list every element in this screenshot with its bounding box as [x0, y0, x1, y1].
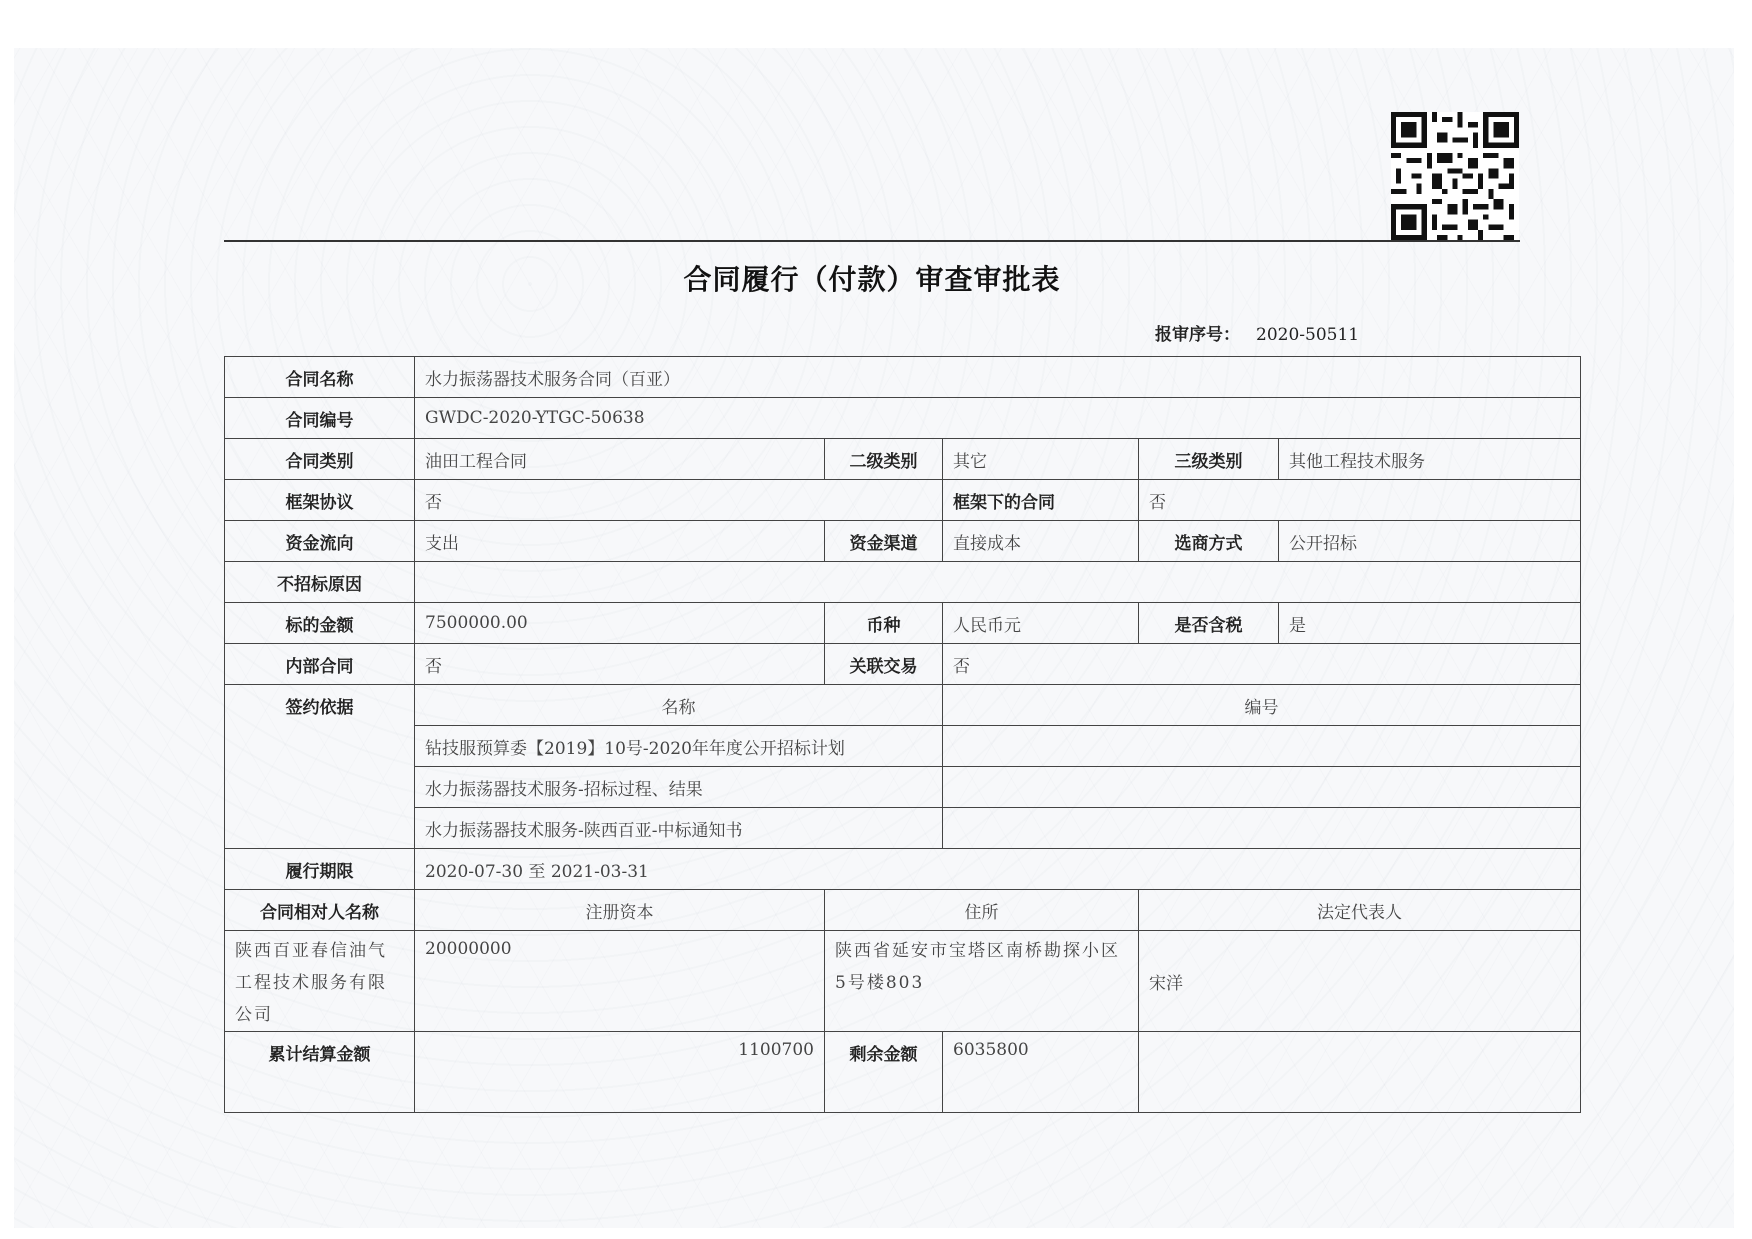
contract-name-value: 水力振荡器技术服务合同（百亚）	[415, 357, 1581, 398]
vendor-selection-label: 选商方式	[1139, 521, 1279, 562]
secondary-type-value: 其它	[943, 439, 1139, 480]
contract-name-label: 合同名称	[225, 357, 415, 398]
table-row	[225, 398, 1581, 439]
basis-col-name: 名称	[415, 685, 943, 726]
basis-item-name: 钻技服预算委【2019】10号-2020年年度公开招标计划	[415, 726, 943, 767]
party-capital: 20000000	[415, 931, 825, 1032]
under-framework-label: 框架下的合同	[943, 480, 1139, 521]
party-capital-header: 注册资本	[415, 890, 825, 931]
basis-item-no	[943, 767, 1581, 808]
under-framework-value: 否	[1139, 480, 1581, 521]
table-row	[225, 931, 1581, 1032]
table-row	[225, 726, 1581, 767]
amount-value: 7500000.00	[415, 603, 825, 644]
basis-label: 签约依据	[225, 685, 415, 849]
amount-label: 标的金额	[225, 603, 415, 644]
period-label: 履行期限	[225, 849, 415, 890]
fund-channel-label: 资金渠道	[825, 521, 943, 562]
table-row	[225, 849, 1581, 890]
currency-value: 人民币元	[943, 603, 1139, 644]
contract-type-value: 油田工程合同	[415, 439, 825, 480]
related-transaction-label: 关联交易	[825, 644, 943, 685]
settlement-blank	[1139, 1032, 1581, 1113]
table-row	[225, 685, 1581, 726]
table-row	[225, 890, 1581, 931]
table-row	[225, 357, 1581, 398]
table-row	[225, 439, 1581, 480]
table-row	[225, 521, 1581, 562]
no-tender-reason-value	[415, 562, 1581, 603]
internal-contract-value: 否	[415, 644, 825, 685]
remaining-amount-value: 6035800	[943, 1032, 1139, 1113]
basis-item-no	[943, 808, 1581, 849]
qr-code-icon	[1391, 112, 1519, 240]
basis-col-no: 编号	[943, 685, 1581, 726]
currency-label: 币种	[825, 603, 943, 644]
party-legal-rep-header: 法定代表人	[1139, 890, 1581, 931]
party-address-header: 住所	[825, 890, 1139, 931]
vendor-selection-value: 公开招标	[1279, 521, 1581, 562]
secondary-type-label: 二级类别	[825, 439, 943, 480]
table-row	[225, 480, 1581, 521]
period-value: 2020-07-30 至 2021-03-31	[415, 849, 1581, 890]
table-row	[225, 767, 1581, 808]
table-row	[225, 644, 1581, 685]
party-name: 陕西百亚春信油气工程技术服务有限公司	[225, 931, 415, 1032]
table-row	[225, 603, 1581, 644]
tax-included-value: 是	[1279, 603, 1581, 644]
basis-item-no	[943, 726, 1581, 767]
serial-number	[1155, 320, 1359, 345]
internal-contract-label: 内部合同	[225, 644, 415, 685]
settled-amount-label: 累计结算金额	[225, 1032, 415, 1113]
fund-flow-label: 资金流向	[225, 521, 415, 562]
party-legal-rep: 宋洋	[1139, 931, 1581, 1032]
basis-item-name: 水力振荡器技术服务-招标过程、结果	[415, 767, 943, 808]
basis-item-name: 水力振荡器技术服务-陕西百亚-中标通知书	[415, 808, 943, 849]
approval-table	[224, 356, 1581, 1113]
table-row	[225, 1032, 1581, 1113]
tertiary-type-value: 其他工程技术服务	[1279, 439, 1581, 480]
serial-value: 2020-50511	[1256, 325, 1360, 345]
tax-included-label: 是否含税	[1139, 603, 1279, 644]
related-transaction-value: 否	[943, 644, 1581, 685]
settled-amount-value: 1100700	[415, 1032, 825, 1113]
contract-type-label: 合同类别	[225, 439, 415, 480]
contract-no-value: GWDC-2020-YTGC-50638	[415, 398, 1581, 439]
table-row	[225, 808, 1581, 849]
serial-label: 报审序号：	[1155, 325, 1240, 345]
tertiary-type-label: 三级类别	[1139, 439, 1279, 480]
fund-channel-value: 直接成本	[943, 521, 1139, 562]
party-address: 陕西省延安市宝塔区南桥勘探小区5号楼803	[825, 931, 1139, 1032]
fund-flow-value: 支出	[415, 521, 825, 562]
party-name-header: 合同相对人名称	[225, 890, 415, 931]
remaining-amount-label: 剩余金额	[825, 1032, 943, 1113]
framework-value: 否	[415, 480, 943, 521]
table-row	[225, 562, 1581, 603]
contract-no-label: 合同编号	[225, 398, 415, 439]
framework-label: 框架协议	[225, 480, 415, 521]
page-title: 合同履行（付款）审查审批表	[683, 263, 1061, 296]
no-tender-reason-label: 不招标原因	[225, 562, 415, 603]
header-rule	[224, 240, 1520, 242]
